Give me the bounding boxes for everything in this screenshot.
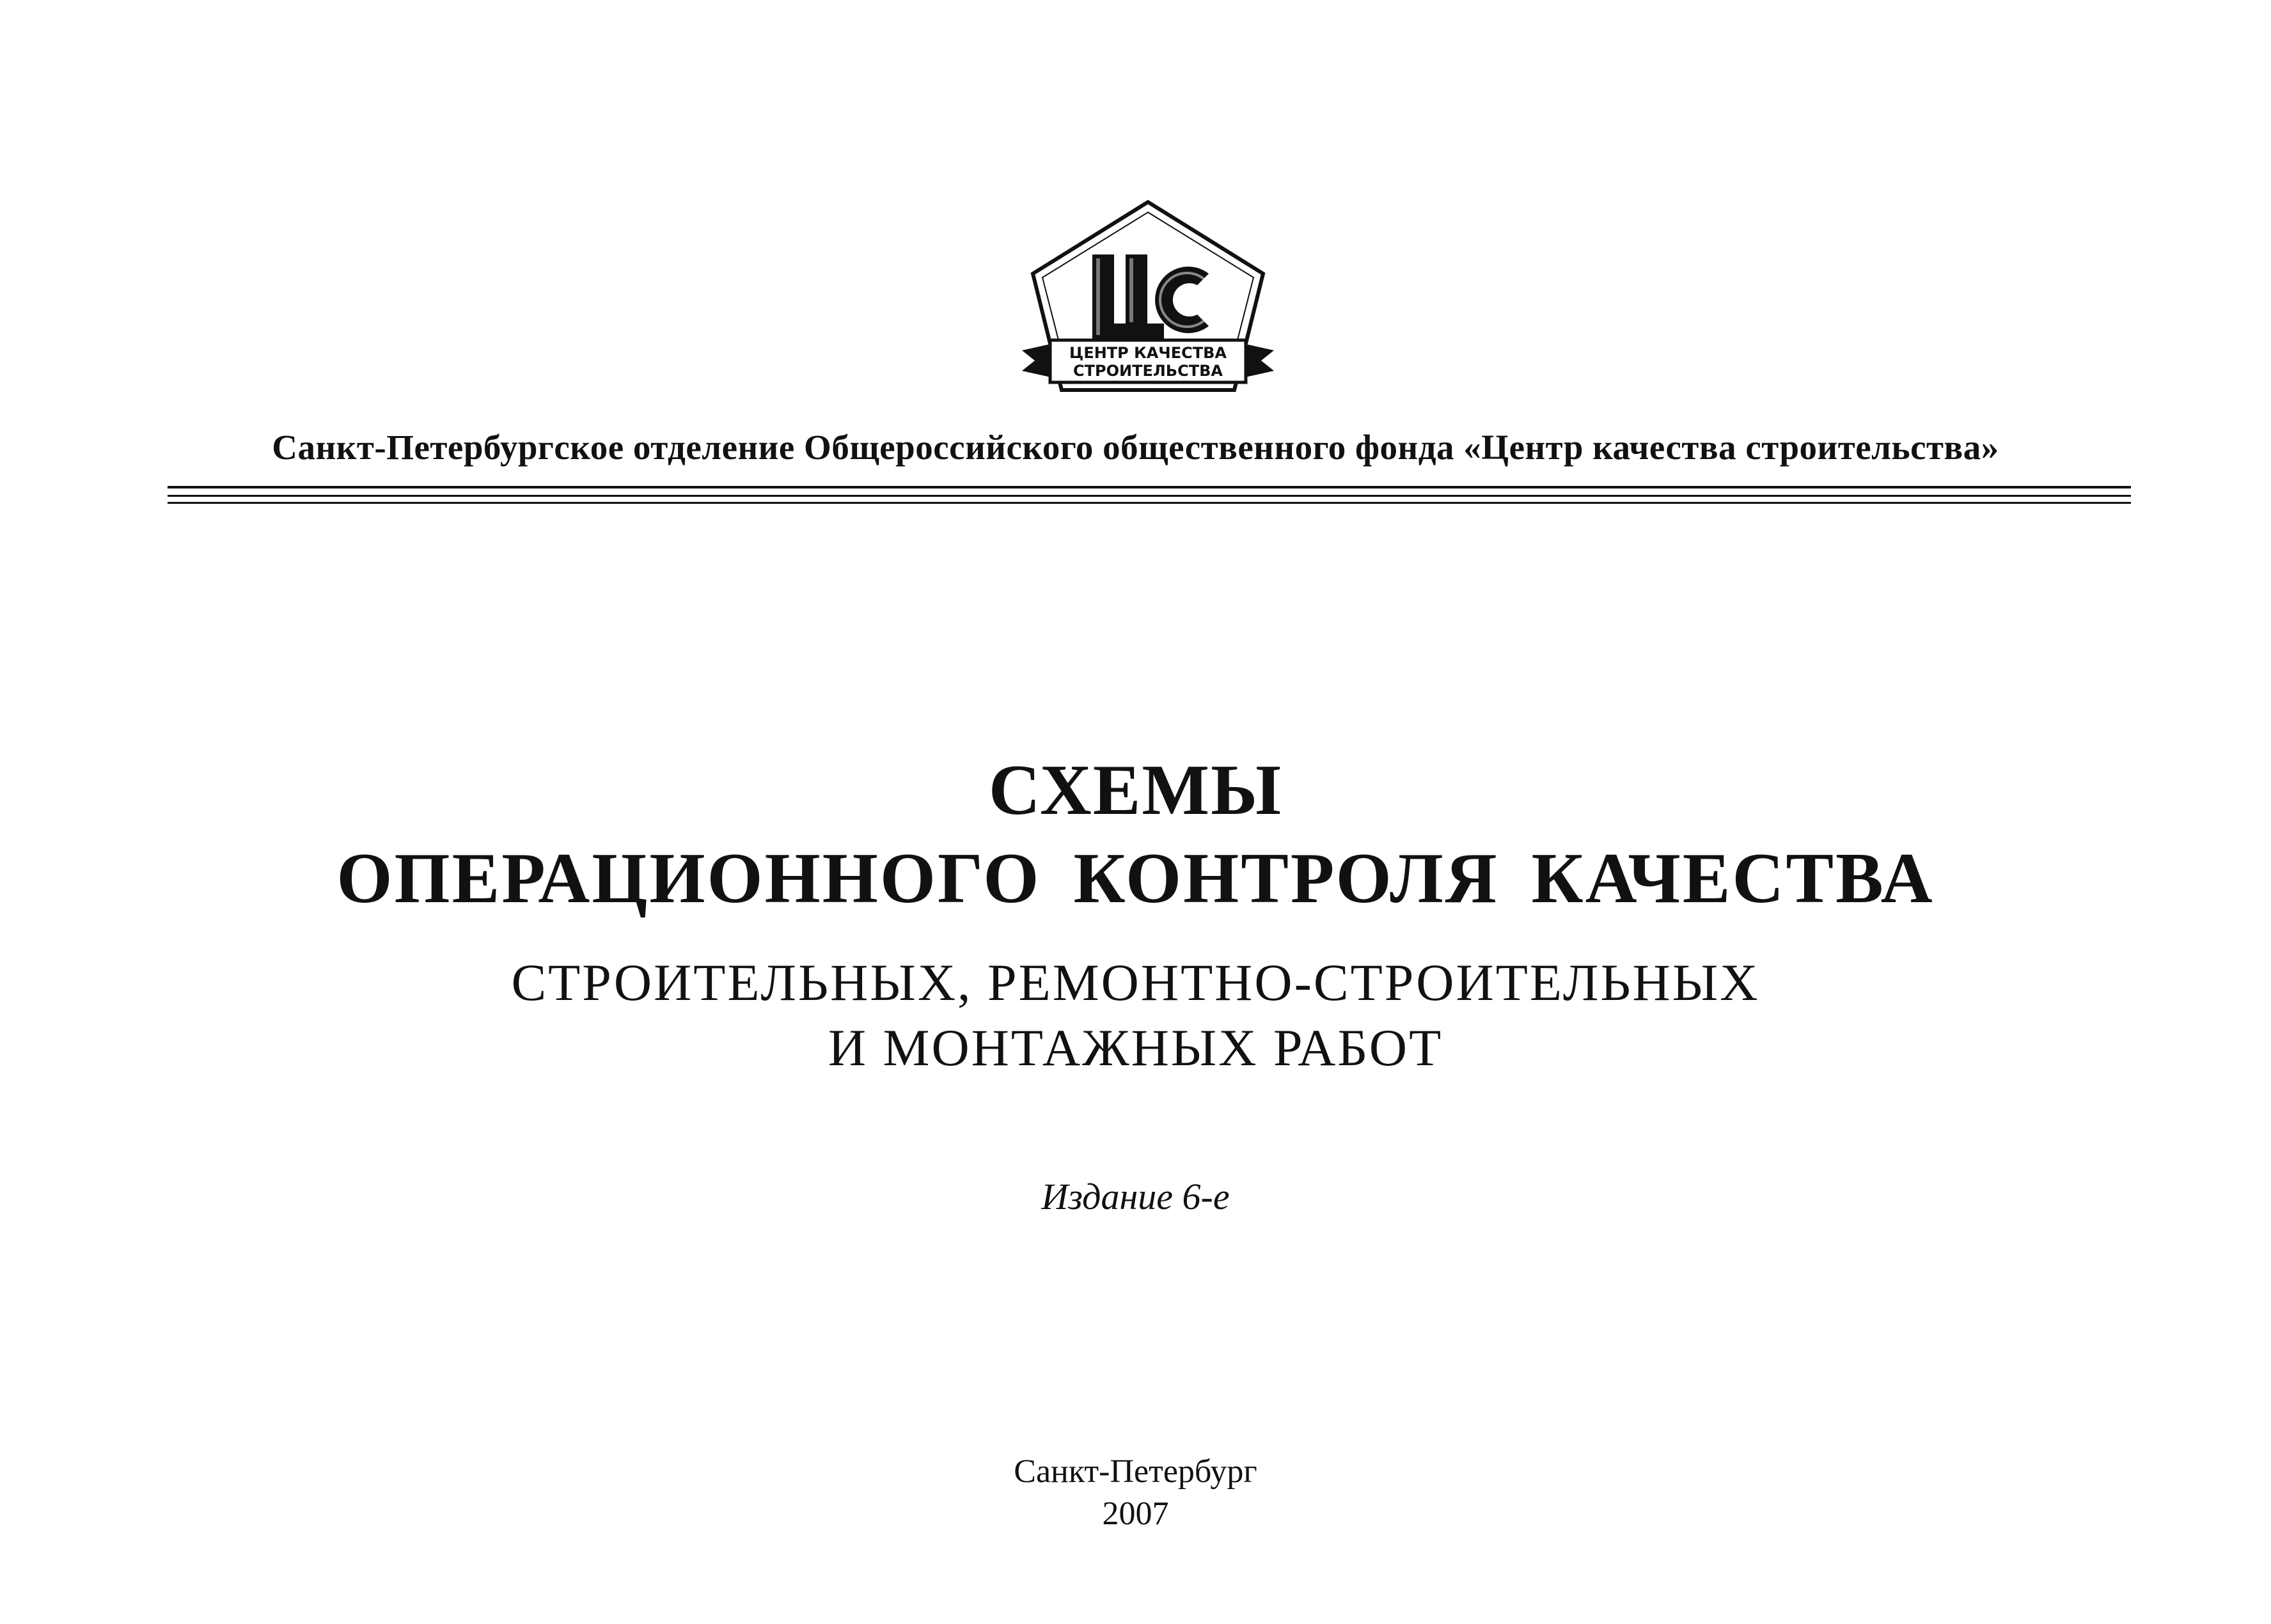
title-line-2: ОПЕРАЦИОННОГО КОНТРОЛЯ КАЧЕСТВА <box>336 839 1935 918</box>
publisher-logo <box>1017 198 1279 416</box>
divider-rule <box>168 495 2131 497</box>
ribbon-line-2: СТРОИТЕЛЬСТВА <box>1073 362 1223 380</box>
title-line-1: СХЕМЫ <box>988 751 1283 830</box>
organization-name: Санкт-Петербургское отделение Общероссийского общественного фонда «Центр качества строительства» <box>272 428 1999 467</box>
pentagon-logo-icon <box>1017 198 1279 416</box>
ribbon-line-1: ЦЕНТР КАЧЕСТВА <box>1069 344 1227 362</box>
subtitle-line-1: СТРОИТЕЛЬНЫХ, РЕМОНТНО-СТРОИТЕЛЬНЫХ <box>511 953 1760 1011</box>
divider-rule <box>168 502 2131 504</box>
divider-rule <box>168 486 2131 488</box>
imprint-city: Санкт-Петербург <box>1014 1453 1257 1490</box>
subtitle-line-2: И МОНТАЖНЫХ РАБОТ <box>828 1019 1443 1077</box>
imprint-year: 2007 <box>1102 1495 1169 1532</box>
edition-label: Издание 6-е <box>1041 1176 1230 1217</box>
